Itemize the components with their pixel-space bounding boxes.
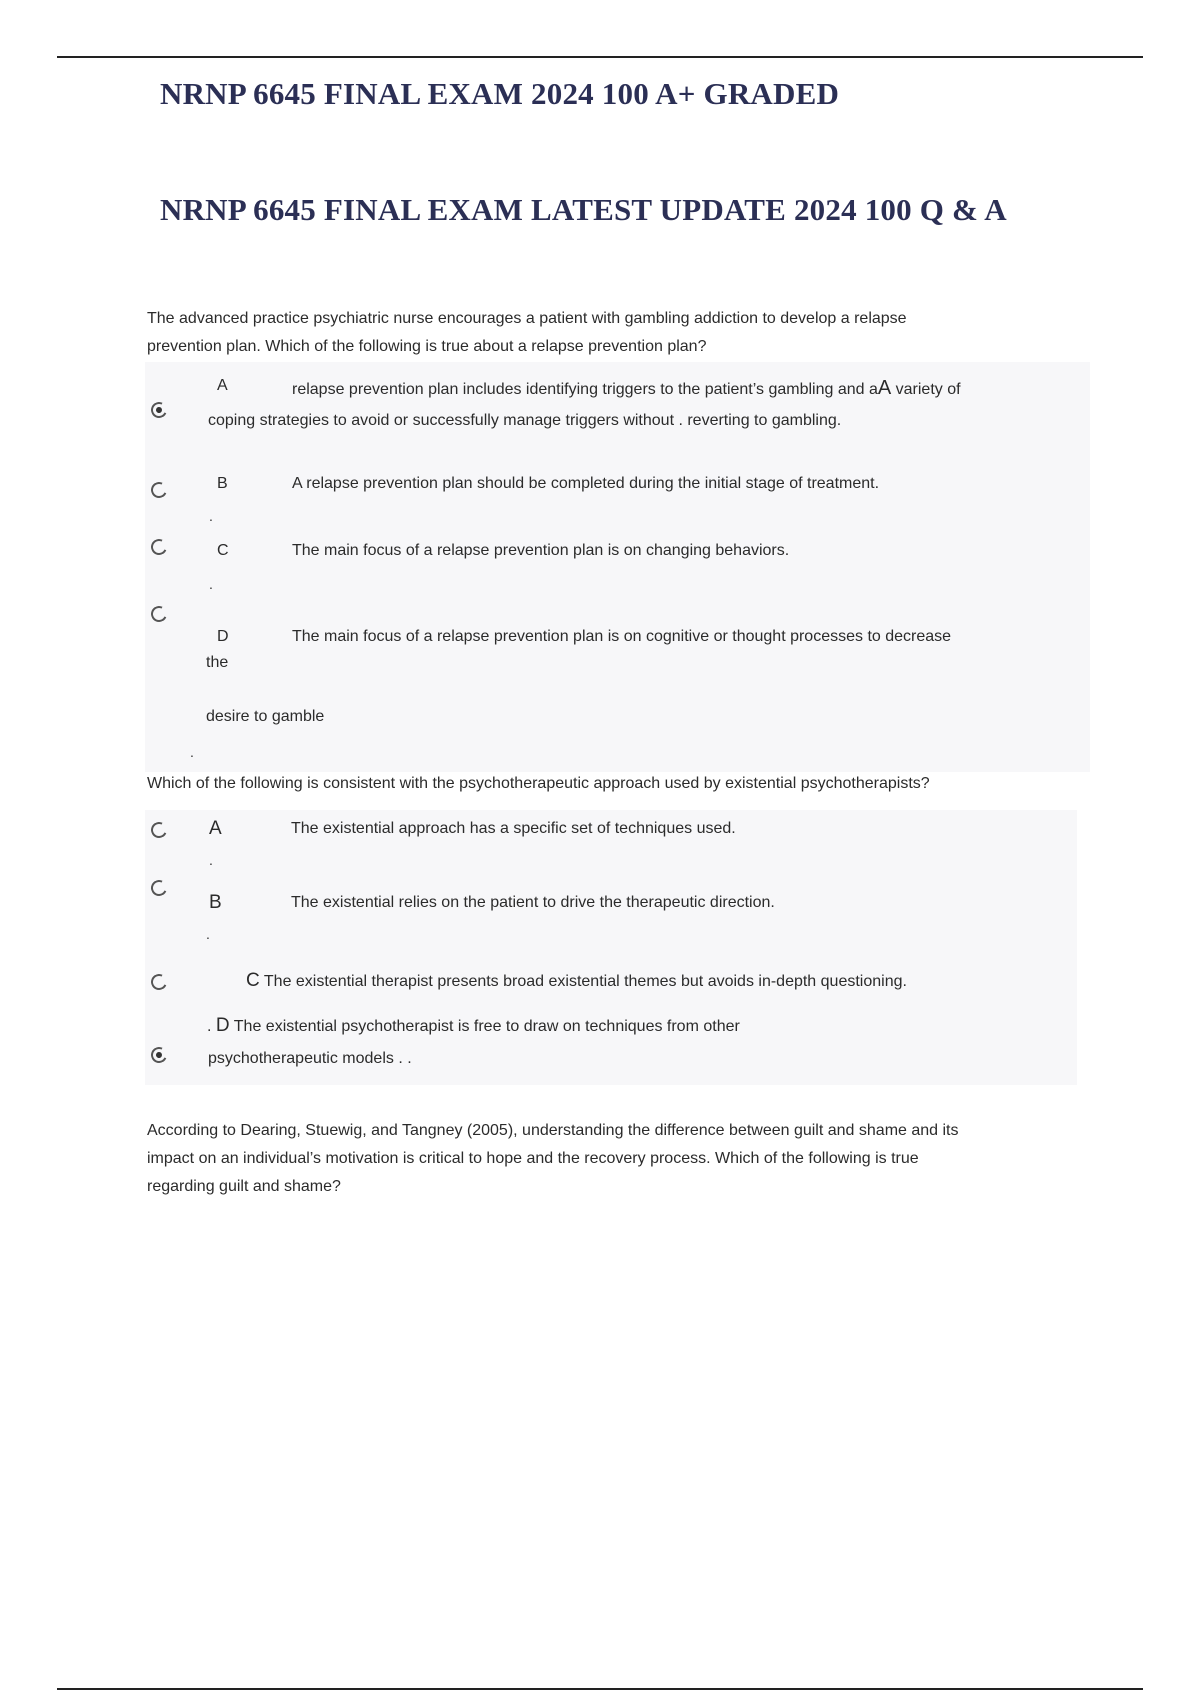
q1-option-a-text-line-2: coping strategies to avoid or successfully manage triggers without . reverting to gambling. [208,412,842,429]
q1-option-a-inline-letter: A [877,377,892,399]
q2-option-d-line-1 [207,1015,740,1037]
q1-option-c-dot: . [209,576,213,592]
q1-option-b-text: A relapse prevention plan should be completed during the initial stage of treatment. [292,475,880,492]
q1-option-a-text-tail: variety of [891,381,961,398]
q2-option-d-text-line-2: psychotherapeutic models . . [208,1050,412,1067]
q1-option-c-letter: C [217,542,229,559]
q1-option-a-text-line-1 [292,377,961,400]
q1-option-b-dot: . [209,508,213,524]
q1-option-a-text: relapse prevention plan includes identifying triggers to the patient’s gambling and a [292,381,878,398]
document-subtitle: NRNP 6645 FINAL EXAM LATEST UPDATE 2024 100 Q & A [160,192,1007,227]
q2-option-b-dot: . [206,926,210,942]
q2-option-a-dot: . [209,852,213,868]
bottom-rule [57,1688,1143,1690]
document-title: NRNP 6645 FINAL EXAM 2024 100 A+ GRADED [160,76,840,111]
q2-option-d-letter: D [215,1015,230,1036]
q2-option-d-prefix: . [207,1018,216,1035]
question-3-line-2: impact on an individual’s motivation is critical to hope and the recovery process. Which of the following is true [147,1150,919,1167]
q2-option-a-text: The existential approach has a specific set of techniques used. [291,820,736,837]
q2-option-b-letter: B [209,892,222,913]
question-1-line-1: The advanced practice psychiatric nurse encourages a patient with gambling addiction to develop a relapse [147,310,907,327]
question-2-text: Which of the following is consistent with the psychotherapeutic approach used by existential psychotherapists? [147,775,930,792]
question-1-line-2: prevention plan. Which of the following is true about a relapse prevention plan? [147,338,707,355]
question-3-text [147,1117,1097,1201]
q1-option-d-text-line-2: the [206,654,229,671]
q2-option-c-letter: C [246,970,260,991]
q1-option-c-text: The main focus of a relapse prevention plan is on changing behaviors. [292,542,790,559]
q1-panel-dot: . [190,744,194,760]
q1-option-b-letter: B [217,475,228,492]
q1-option-a-letter: A [217,377,228,394]
question-2-options-panel [145,810,1077,1085]
q1-option-d-text-line-3: desire to gamble [206,708,325,725]
q2-option-b-text: The existential relies on the patient to drive the therapeutic direction. [291,894,775,911]
question-1-text [147,305,1097,361]
q2-option-c-text: The existential therapist presents broad existential themes but avoids in-depth questioning. [259,973,907,990]
q1-option-d-letter: D [217,628,229,645]
q2-option-d-text-line-1: The existential psychotherapist is free to draw on techniques from other [229,1018,740,1035]
q2-option-a-letter: A [209,818,222,839]
question-3-line-3: regarding guilt and shame? [147,1178,341,1195]
q1-option-d-text-line-1: The main focus of a relapse prevention plan is on cognitive or thought processes to decrease [292,628,952,645]
question-3-line-1: According to Dearing, Stuewig, and Tangney (2005), understanding the difference between guilt and shame and its [147,1122,959,1139]
q2-option-c-line [246,970,907,992]
top-rule [57,56,1143,58]
